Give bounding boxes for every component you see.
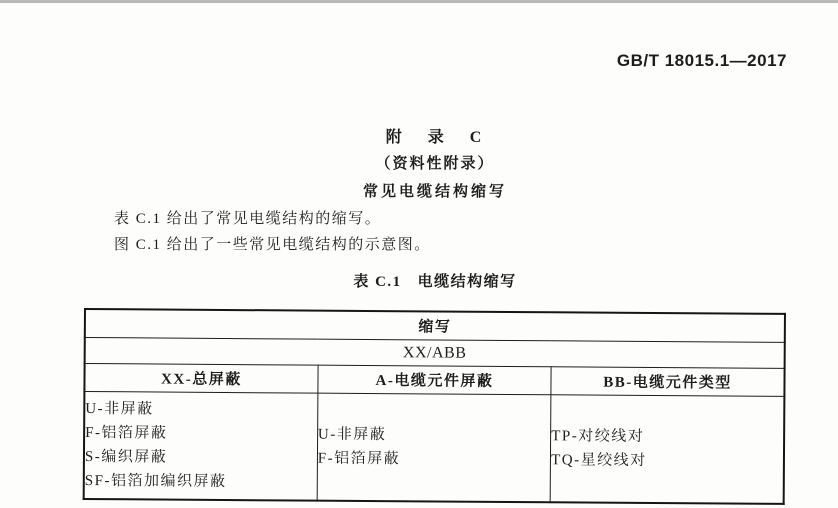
appendix-title: 附 录 C xyxy=(385,129,485,146)
table-body-row xyxy=(84,392,785,504)
table-caption-title: 电缆结构缩写 xyxy=(417,274,517,290)
table-item: F-铝箔屏蔽 xyxy=(317,450,401,468)
table-item: U-非屏蔽 xyxy=(85,401,154,418)
standard-number: GB/T 18015.1—2017 xyxy=(616,51,787,70)
table-item: SF-铝箔加编织屏蔽 xyxy=(84,473,227,490)
table-item: S-编织屏蔽 xyxy=(84,449,168,466)
element-type-options-cell xyxy=(550,395,784,504)
element-shield-options-cell xyxy=(317,393,551,502)
table-caption xyxy=(84,270,786,291)
column-header-element-shield: A-电缆元件屏蔽 xyxy=(318,365,552,395)
column-header-total-shield: XX-总屏蔽 xyxy=(84,364,318,394)
table-caption-label: 表 C.1 xyxy=(353,274,402,290)
table-title-cell: 缩写 xyxy=(85,309,785,342)
table-item: U-非屏蔽 xyxy=(317,426,387,444)
paragraph-figure-reference: 图 C.1 给出了一些常见电缆结构的示意图。 xyxy=(114,237,431,253)
appendix-subtitle: （资料性附录） xyxy=(375,156,495,172)
appendix-heading: 常见电缆结构缩写 xyxy=(362,184,507,200)
table-format-cell: XX/ABB xyxy=(85,338,785,369)
table-item: F-铝箔屏蔽 xyxy=(85,425,168,442)
total-shield-options-cell xyxy=(84,392,318,501)
column-header-element-type: BB-电缆元件类型 xyxy=(551,367,785,397)
scan-edge-artifact xyxy=(0,0,838,3)
table-item: TP-对绞线对 xyxy=(551,428,645,445)
paragraph-table-reference: 表 C.1 给出了常见电缆结构的缩写。 xyxy=(114,211,382,227)
cable-abbreviation-table xyxy=(83,308,786,505)
table-item: TQ-星绞线对 xyxy=(551,452,647,469)
